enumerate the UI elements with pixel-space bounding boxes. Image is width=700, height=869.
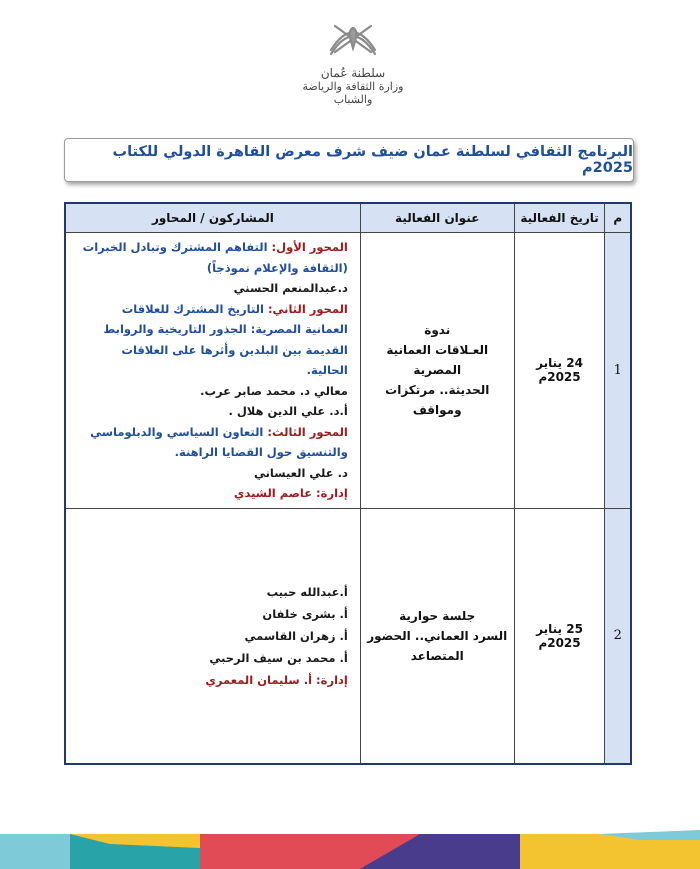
event-title-line: السرد العماني.. الحضور (367, 628, 508, 643)
header-date: تاريخ الفعالية (514, 203, 605, 233)
oman-emblem-icon (323, 14, 383, 64)
event-title-line: العـلاقات العمانية المصرية (386, 343, 489, 378)
axis-3 (80, 422, 348, 463)
speaker: أ. بشرى خلفان (262, 606, 348, 621)
speaker: معالي د. محمد صابر عرب. (200, 383, 348, 398)
row-event (360, 508, 514, 764)
speaker: أ.عبدالله حبيب (266, 584, 348, 599)
speaker: أ. زهران القاسمي (244, 628, 348, 643)
event-title-line: الحديثة.. مرتكزات ومواقف (385, 383, 490, 418)
row-date: 25 يناير 2025م (514, 508, 605, 764)
event-type: ندوة (424, 323, 451, 338)
page-title-box (64, 138, 634, 182)
header-num: م (605, 203, 631, 233)
ministry-logo (288, 14, 418, 104)
row-participants (65, 233, 360, 509)
speaker: د. علي العيساني (253, 465, 348, 480)
row-date: 24 يناير 2025م (514, 233, 605, 509)
axis-2 (80, 299, 348, 381)
speaker: أ.د. علي الدين هلال . (228, 404, 348, 418)
axis-text: التاريخ المشترك للعلاقات العمانية المصرية: الجذور التاريخية والروابط القديمة بين البلدين وأثرها على العلاقات الحالية. (103, 301, 348, 377)
axis-label: المحور الثاني: (267, 301, 348, 316)
axis-text: التفاهم المشترك وتبادل الخبرات (الثقافة والإعلام نموذجاً) (82, 240, 348, 275)
page-title: البرنامج الثقافي لسلطنة عمان ضيف شرف معرض القاهرة الدولي للكتاب 2025م (112, 144, 633, 176)
row-num: 1 (605, 233, 631, 509)
table-header-row (65, 203, 631, 233)
moderator: إدارة: أ. سليمان المعمري (205, 672, 348, 687)
speaker: أ. محمد بن سيف الرحبي (209, 650, 348, 665)
speaker: د.عبدالمنعم الحسني (233, 281, 348, 295)
band-cyan (0, 834, 70, 869)
event-title-line: المتصاعد (410, 648, 464, 663)
table-row (65, 508, 631, 764)
axis-1 (80, 237, 348, 278)
program-table (64, 202, 632, 765)
decorative-footer-band (0, 830, 700, 869)
row-participants (65, 508, 360, 764)
axis-text: التعاون السياسي والدبلوماسي والتنسيق حول القضايا الراهنة. (90, 424, 348, 459)
axis-label: المحور الأول: (271, 240, 348, 254)
axis-label: المحور الثالث: (267, 424, 348, 439)
header-event: عنوان الفعالية (360, 203, 514, 233)
logo-line-1: سلطنة عُمان (320, 66, 386, 80)
table-row (65, 233, 631, 509)
moderator: إدارة: عاصم الشيدي (233, 486, 348, 500)
row-event (360, 233, 514, 509)
row-num: 2 (605, 508, 631, 764)
header-participants: المشاركون / المحاور (65, 203, 360, 233)
event-type: جلسة حوارية (399, 608, 476, 623)
logo-line-2: وزارة الثقافة والرياضة والشباب (302, 80, 404, 106)
